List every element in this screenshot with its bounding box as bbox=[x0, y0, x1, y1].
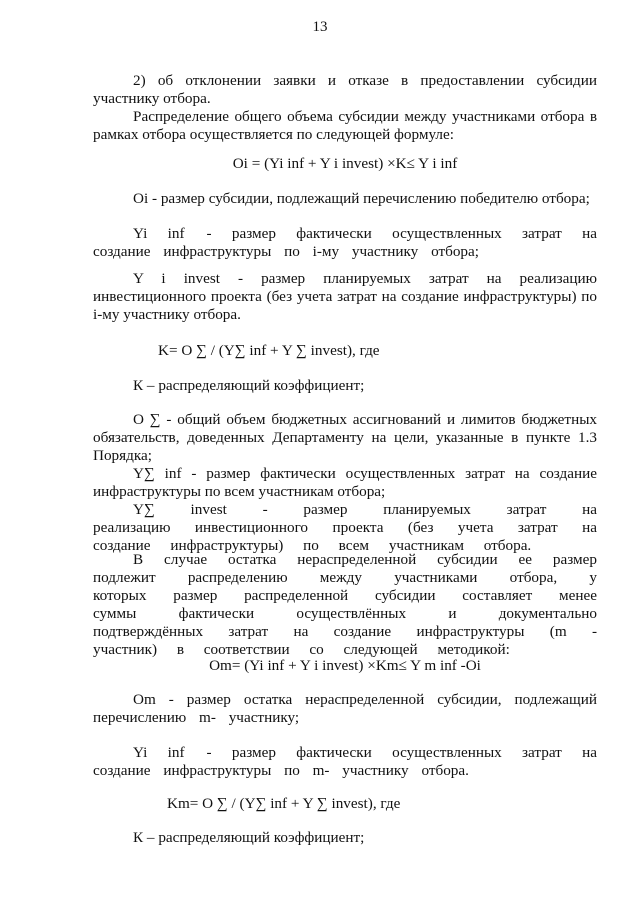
definition-yi-inf-m: - размер фактически осуществленных затрат на создание инфраструктуры по m- участнику отбора. bbox=[93, 744, 597, 779]
paragraph-k-definition-2: К – распределяющий коэффициент; bbox=[133, 829, 365, 846]
formula-om: Om= (Yi inf + Y i invest) ×Km≤ Y m inf -Oi bbox=[209, 657, 481, 674]
paragraph-o-sum-definition: О ∑ - общий объем бюджетных ассигнований и лимитов бюджетных обязательств, доведенных Департаменту на цели, указанные в пункте 1.3 Порядка; bbox=[93, 411, 597, 464]
paragraph-yi-inf-definition bbox=[93, 225, 597, 261]
paragraph-remainder-distribution: В случае остатка нераспределенной субсидии ее размер подлежит распределению между участниками отбора, у которых размер распределенной субсидии составляет менее суммы фактически осуществлённых и документально подтверждённых затрат на создание инфраструктуры (m - участник) в соответствии со следующей методикой: bbox=[93, 551, 597, 658]
page-number: 13 bbox=[312, 19, 328, 35]
formula-k: K= O ∑ / (Y∑ inf + Y ∑ invest), где bbox=[158, 342, 380, 359]
formula-oi: Oi = (Yi inf + Y i invest) ×K≤ Y i inf bbox=[232, 155, 458, 172]
term-yi-inf-m: Yi inf bbox=[133, 744, 185, 761]
paragraph-yi-inf-m-definition bbox=[93, 744, 597, 780]
paragraph-rejection: 2) об отклонении заявки и отказе в предоставлении субсидии участнику отбора. bbox=[93, 72, 597, 107]
formula-km: Km= O ∑ / (Y∑ inf + Y ∑ invest), где bbox=[167, 795, 401, 812]
paragraph-y-sum-invest-definition: Y∑ invest - размер планируемых затрат на реализацию инвестиционного проекта (без учета затрат на создание инфраструктуры) по всем участникам отбора. bbox=[93, 501, 597, 554]
paragraph-oi-definition: Oi - размер субсидии, подлежащий перечислению победителю отбора; bbox=[133, 190, 590, 207]
definition-yi-inf: - размер фактически осуществленных затрат на создание инфраструктуры по i-му участнику отбора; bbox=[93, 225, 597, 260]
paragraph-k-definition: К – распределяющий коэффициент; bbox=[133, 377, 365, 394]
term-yi-inf: Yi inf bbox=[133, 225, 185, 242]
paragraph-y-sum-inf-definition: Y∑ inf - размер фактически осуществленных затрат на создание инфраструктуры по всем участникам отбора; bbox=[93, 465, 597, 500]
paragraph-om-definition: Om - размер остатка нераспределенной субсидии, подлежащий перечислению m- участнику; bbox=[93, 691, 597, 726]
paragraph-yi-invest-definition: Y i invest - размер планируемых затрат на реализацию инвестиционного проекта (без учета затрат на создание инфраструктуры) по i-му участнику отбора. bbox=[93, 270, 597, 323]
paragraph-distribution-intro: Распределение общего объема субсидии между участниками отбора в рамках отбора осуществляется по следующей формуле: bbox=[93, 108, 597, 143]
